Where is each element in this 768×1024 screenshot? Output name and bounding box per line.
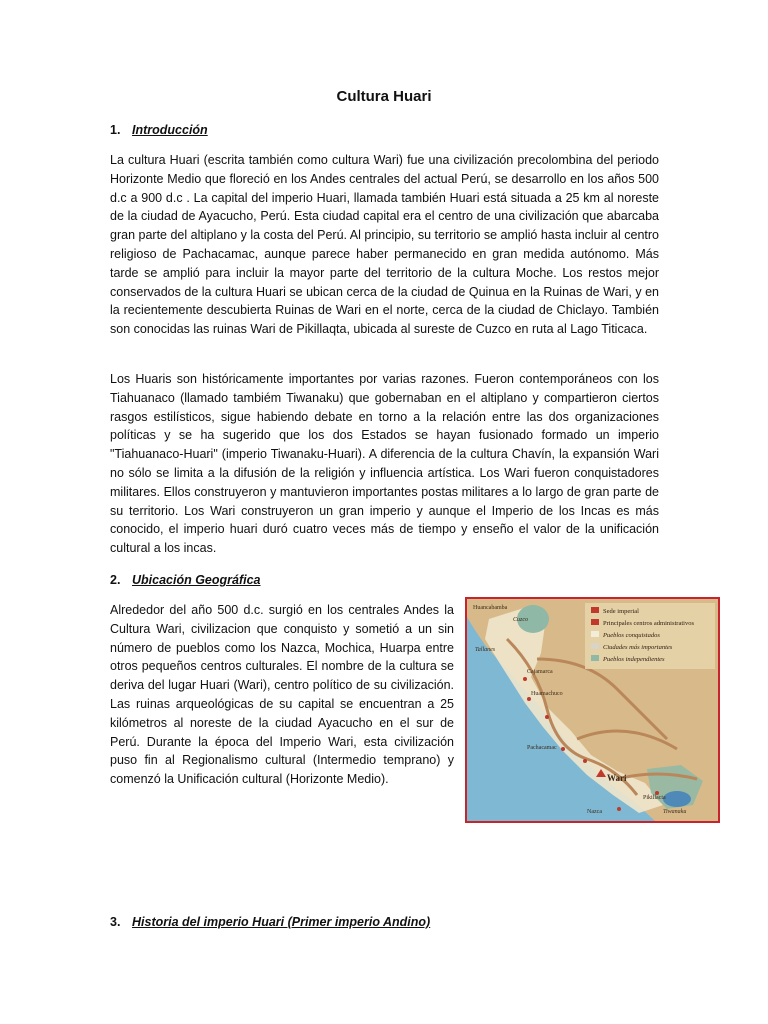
legend-swatch (591, 607, 599, 613)
section-title: Ubicación Geográfica (132, 573, 261, 587)
intro-paragraph-2: Los Huaris son históricamente importantes por varias razones. Fueron contemporáneos con los Tiahuanaco (llamado tambiém Tiwanaku) que gobernaban en el altiplano y compartieron ciertos rasgos estilísticos, sigue habiendo debate en torno a la relación entre las dos organizaciones políticas y se ha sugerido que los dos Estados se hayan fusionado formado un imperio "Tiahuanaco-Huari" (imperio Tiwanaku-Huari). A diferencia de la cultura Chavín, la expansión Wari no sólo se limita a la difusión de la religión y influencia artística. Los Wari fueron conquistadores militares. Ellos construyeron y mantuvieron importantes postas militares a lo largo de gran parte de su territorio. Los Wari construyeron un gran imperio y aunque el Imperio de los Incas es más conocido, el imperio huari duró cuatro veces más de tiempo y enseño el valor de la unificación cultural a los incas. (110, 372, 659, 556)
legend-swatch (591, 655, 599, 661)
place-label-capital: Wari (607, 773, 627, 783)
section-heading-historia (110, 915, 430, 929)
legend-swatch (591, 631, 599, 637)
place-label: Nazca (587, 809, 602, 815)
section-heading-introduccion (110, 123, 208, 137)
legend-label: Pueblos conquistados (603, 632, 660, 639)
place-label: Cajamarca (527, 669, 553, 675)
legend-label: Sede imperial (603, 608, 639, 615)
intro-paragraph-1: La cultura Huari (escrita también como cultura Wari) fue una civilización precolombina del periodo Horizonte Medio que floreció en los Andes centrales del actual Perú, se desarrollo en los años 500 d.c a 900 d.c . La capital del imperio Huari, llamada también Huari está situada a 25 km al noreste de la ciudad de Ayacucho, Perú. Esta ciudad capital era el centro de una civilización que abarcaba gran parte del altiplano y la costa del Perú. Al principio, su territorio se amplió hasta incluir al centro religioso de Pachacamac, aunque parece haber permanecido en gran medida autónomo. Más tarde se amplió para incluir la mayor parte del territorio de la cultura Moche. Los restos mejor conservados de la cultura Huari se ubican cerca de la ciudad de Quinua en la Ruinas de Wari, y en la recientemente descubierta Ruinas de Wari en el norte, cerca de la ciudad de Chiclayo. También son conocidas las ruinas Wari de Pikillaqta, ubicada al sureste de Cuzco en ruta al Lago Titicaca. (110, 153, 659, 337)
legend-swatch (591, 619, 599, 625)
place-label: Tiwanaku (663, 809, 687, 815)
place-label: Pikillacta (643, 795, 666, 801)
map-graphic (467, 599, 718, 821)
place-label: Huancabamba (473, 605, 508, 611)
legend-swatch (591, 643, 599, 649)
wari-empire-map (465, 597, 720, 823)
section-heading-ubicacion (110, 573, 261, 587)
section-title: Historia del imperio Huari (Primer imperio Andino) (132, 915, 431, 929)
ubicacion-paragraph: Alrededor del año 500 d.c. surgió en los centrales Andes la Cultura Wari, civilizacion que conquisto y sometió a un sin número de pueblos como los Nazca, Mochica, Huarpa entre otros pequeños centros culturales. El nombre de la cultura se deriva del lugar Huari (Wari), centro político de su civilización. Las ruinas arqueológicas de su capital se encuentran a 25 kilómetros al noreste de la ciudad Ayacucho en el sur de Perú. Durante la época del Imperio Wari, esta civilización puso fin al Regionalismo cultural (Intermedio temprano) y comenzó la Unificación cultural (Horizonte Medio). (110, 603, 454, 787)
lake-titicaca (663, 791, 691, 807)
place-label: Tallanes (475, 647, 496, 653)
document-title: Cultura Huari (336, 88, 432, 105)
section-title: Introducción (132, 123, 208, 137)
section-number: 1. (110, 123, 121, 137)
place-label: Huamachuco (531, 691, 563, 697)
section-number: 3. (110, 915, 121, 929)
legend-label: Ciudades más importantes (603, 644, 673, 651)
legend-label: Pueblos independientes (603, 656, 665, 663)
section-number: 2. (110, 573, 121, 587)
place-label: Cuzco (513, 617, 528, 623)
legend-label: Principales centros administrativos (603, 620, 694, 627)
place-label: Pachacamac (527, 745, 557, 751)
